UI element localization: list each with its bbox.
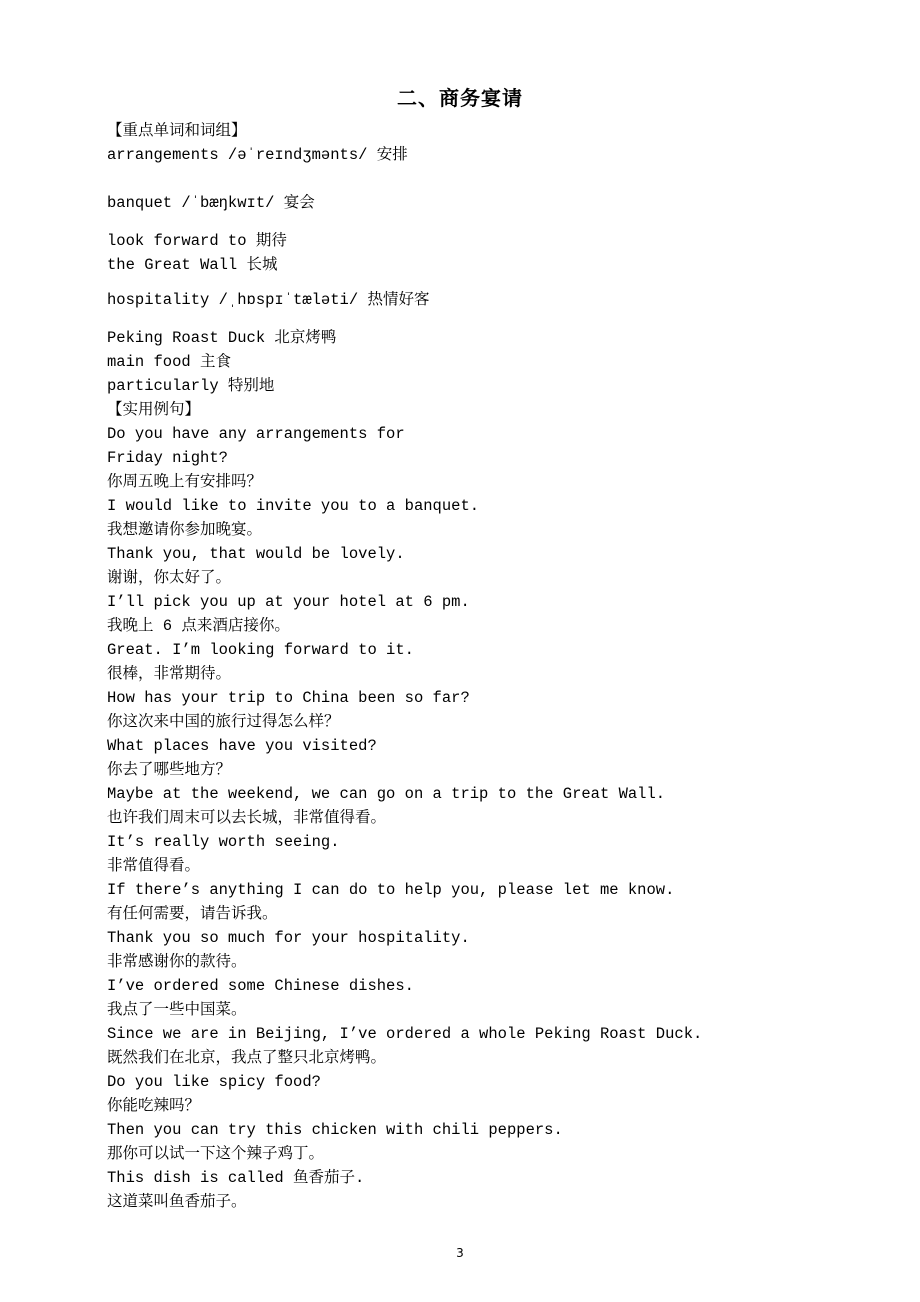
page-title: 二、商务宴请 <box>397 86 523 110</box>
sentence-translation: 很棒，非常期待。 <box>107 665 232 683</box>
sentence-translation: 既然我们在北京，我点了整只北京烤鸭。 <box>107 1049 387 1067</box>
page-number: 3 <box>456 1246 464 1260</box>
sentence-translation: 我点了一些中国菜。 <box>107 1001 247 1019</box>
sentence-english: Since we are in Beijing, I’ve ordered a whole Peking Roast Duck. <box>107 1025 703 1043</box>
sentence-english: I’ll pick you up at your hotel at 6 pm. <box>107 593 470 611</box>
sentence-english: Thank you, that would be lovely. <box>107 545 405 563</box>
sentence-translation: 有任何需要，请告诉我。 <box>107 905 278 923</box>
sentence-translation: 我晚上 6 点来酒店接你。 <box>107 617 290 635</box>
sentence-english: Thank you so much for your hospitality. <box>107 929 470 947</box>
sentence-translation: 你去了哪些地方？ <box>107 761 232 779</box>
sentence-translation: 你周五晚上有安排吗？ <box>107 473 263 491</box>
sentence-english: Friday night? <box>107 449 228 467</box>
vocab-heading: 【重点单词和词组】 <box>107 122 247 140</box>
sentence-english: It’s really worth seeing. <box>107 833 340 851</box>
sentence-english: Then you can try this chicken with chili peppers. <box>107 1121 563 1139</box>
sentence-list <box>107 422 702 1214</box>
sentence-english: This dish is called 鱼香茄子. <box>107 1169 365 1187</box>
sentence-english: What places have you visited? <box>107 737 377 755</box>
sentences-heading: 【实用例句】 <box>107 401 201 419</box>
vocab-item: arrangements /əˈreɪndʒmənts/ 安排 <box>107 146 408 164</box>
vocab-item: Peking Roast Duck 北京烤鸭 <box>107 329 337 347</box>
sentence-translation: 那你可以试一下这个辣子鸡丁。 <box>107 1145 325 1163</box>
sentence-english: Great. I’m looking forward to it. <box>107 641 414 659</box>
sentence-translation: 你这次来中国的旅行过得怎么样？ <box>107 713 340 731</box>
sentence-english: How has your trip to China been so far? <box>107 689 470 707</box>
sentence-english: Maybe at the weekend, we can go on a trip to the Great Wall. <box>107 785 666 803</box>
vocab-item: look forward to 期待 <box>107 232 287 250</box>
vocab-item: hospitality /ˌhɒspɪˈtæləti/ 热情好客 <box>107 291 430 309</box>
sentence-english: I’ve ordered some Chinese dishes. <box>107 977 414 995</box>
sentence-translation: 这道菜叫鱼香茄子。 <box>107 1193 247 1211</box>
vocab-item: main food 主食 <box>107 353 232 371</box>
sentence-translation: 你能吃辣吗？ <box>107 1097 201 1115</box>
sentence-translation: 非常感谢你的款待。 <box>107 953 247 971</box>
sentence-english: Do you have any arrangements for <box>107 425 405 443</box>
sentence-translation: 我想邀请你参加晚宴。 <box>107 521 263 539</box>
sentence-translation: 也许我们周末可以去长城，非常值得看。 <box>107 809 387 827</box>
sentence-english: Do you like spicy food? <box>107 1073 321 1091</box>
sentence-english: I would like to invite you to a banquet. <box>107 497 480 515</box>
sentence-translation: 谢谢，你太好了。 <box>107 569 232 587</box>
vocab-item: particularly 特别地 <box>107 377 275 395</box>
sentence-english: If there’s anything I can do to help you, please let me know. <box>107 881 675 899</box>
vocab-item: banquet /ˈbæŋkwɪt/ 宴会 <box>107 194 315 212</box>
sentence-translation: 非常值得看。 <box>107 857 201 875</box>
document-body <box>107 119 702 1214</box>
vocab-item: the Great Wall 长城 <box>107 256 278 274</box>
